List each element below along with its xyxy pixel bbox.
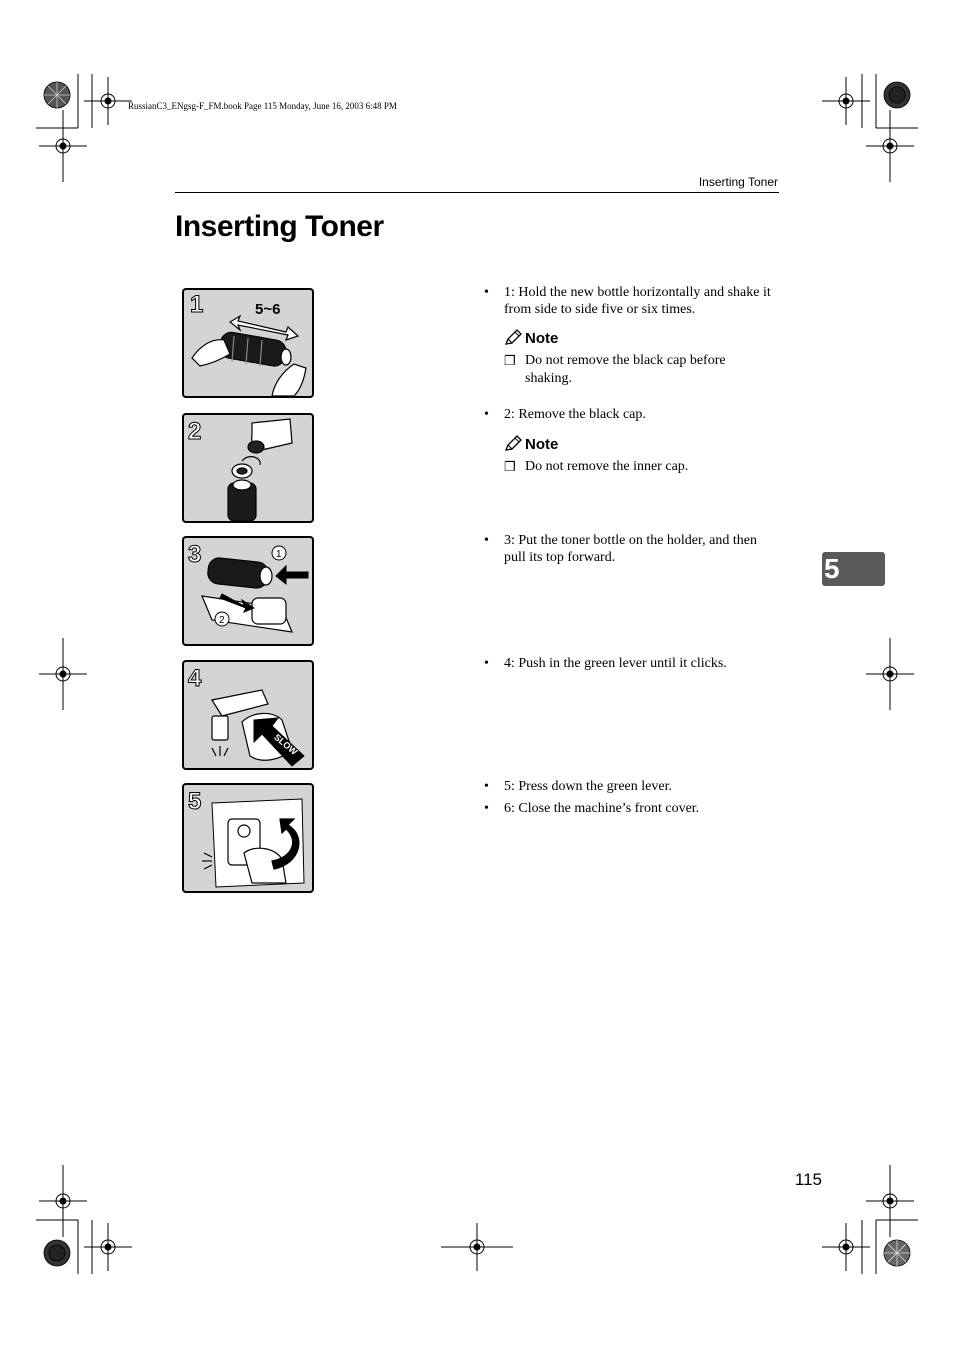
bullet: • [484,407,489,422]
callout-2-icon [215,612,229,626]
bullet: • [484,285,489,300]
toner-bottle-icon [228,480,256,521]
pencil-note-icon [504,435,523,452]
step-4-illustration [182,660,314,770]
step-3-number: 3 [188,541,202,568]
step-4-text: 4: Push in the green lever until it clicks. [504,656,727,671]
bullet: • [484,779,489,794]
step-5-number: 5 [188,788,202,815]
note-1-heading [504,329,558,347]
step-1-text: 1: Hold the new bottle horizontally and shake it from side to side five or six times. [504,285,771,317]
step-5-illustration [182,783,314,893]
step-3-illustration [182,536,314,646]
header-rule [175,192,779,193]
step-3-text: 3: Put the toner bottle on the holder, and then pull its top forward. [504,533,757,565]
running-header: Inserting Toner [698,175,778,189]
checkbox-bullet-icon: ❒ [504,459,516,474]
step-1-illustration [182,288,314,398]
bullet: • [484,801,489,816]
step-2-illustration [182,413,314,523]
color-wheel-marks [44,82,910,1266]
bullet: • [484,656,489,671]
slow-label: SLOW [272,732,300,758]
bullet: • [484,533,489,548]
checkbox-bullet-icon: ❒ [504,353,516,368]
note-1-label: Note [525,330,559,347]
file-info: RussianC3_ENgsg-F_FM.book Page 115 Monday, June 16, 2003 6:48 PM [128,101,397,111]
callout-1-icon [272,546,286,560]
callout-2-label: 2 [219,615,225,626]
step-4-number: 4 [188,665,202,692]
note-2-text: Do not remove the inner cap. [525,459,689,474]
step-2-number: 2 [188,418,202,445]
page-title: Inserting Toner [175,210,384,243]
chapter-tab-number: 5 [824,553,840,584]
registration-marks [39,77,914,1271]
pencil-note-icon [504,329,523,346]
note-2-label: Note [525,436,559,453]
step-1-number: 1 [190,291,204,318]
step-5-text: 5: Press down the green lever. [504,779,672,794]
step-2-text: 2: Remove the black cap. [504,407,646,422]
note-2-heading [504,435,558,453]
chapter-tab [822,552,885,586]
callout-1-label: 1 [276,549,282,560]
page-number: 115 [794,1170,822,1189]
note-1-text: Do not remove the black cap before shaking. [525,353,726,386]
shake-count-label: 5~6 [255,301,281,318]
step-6-text: 6: Close the machine’s front cover. [504,801,700,816]
